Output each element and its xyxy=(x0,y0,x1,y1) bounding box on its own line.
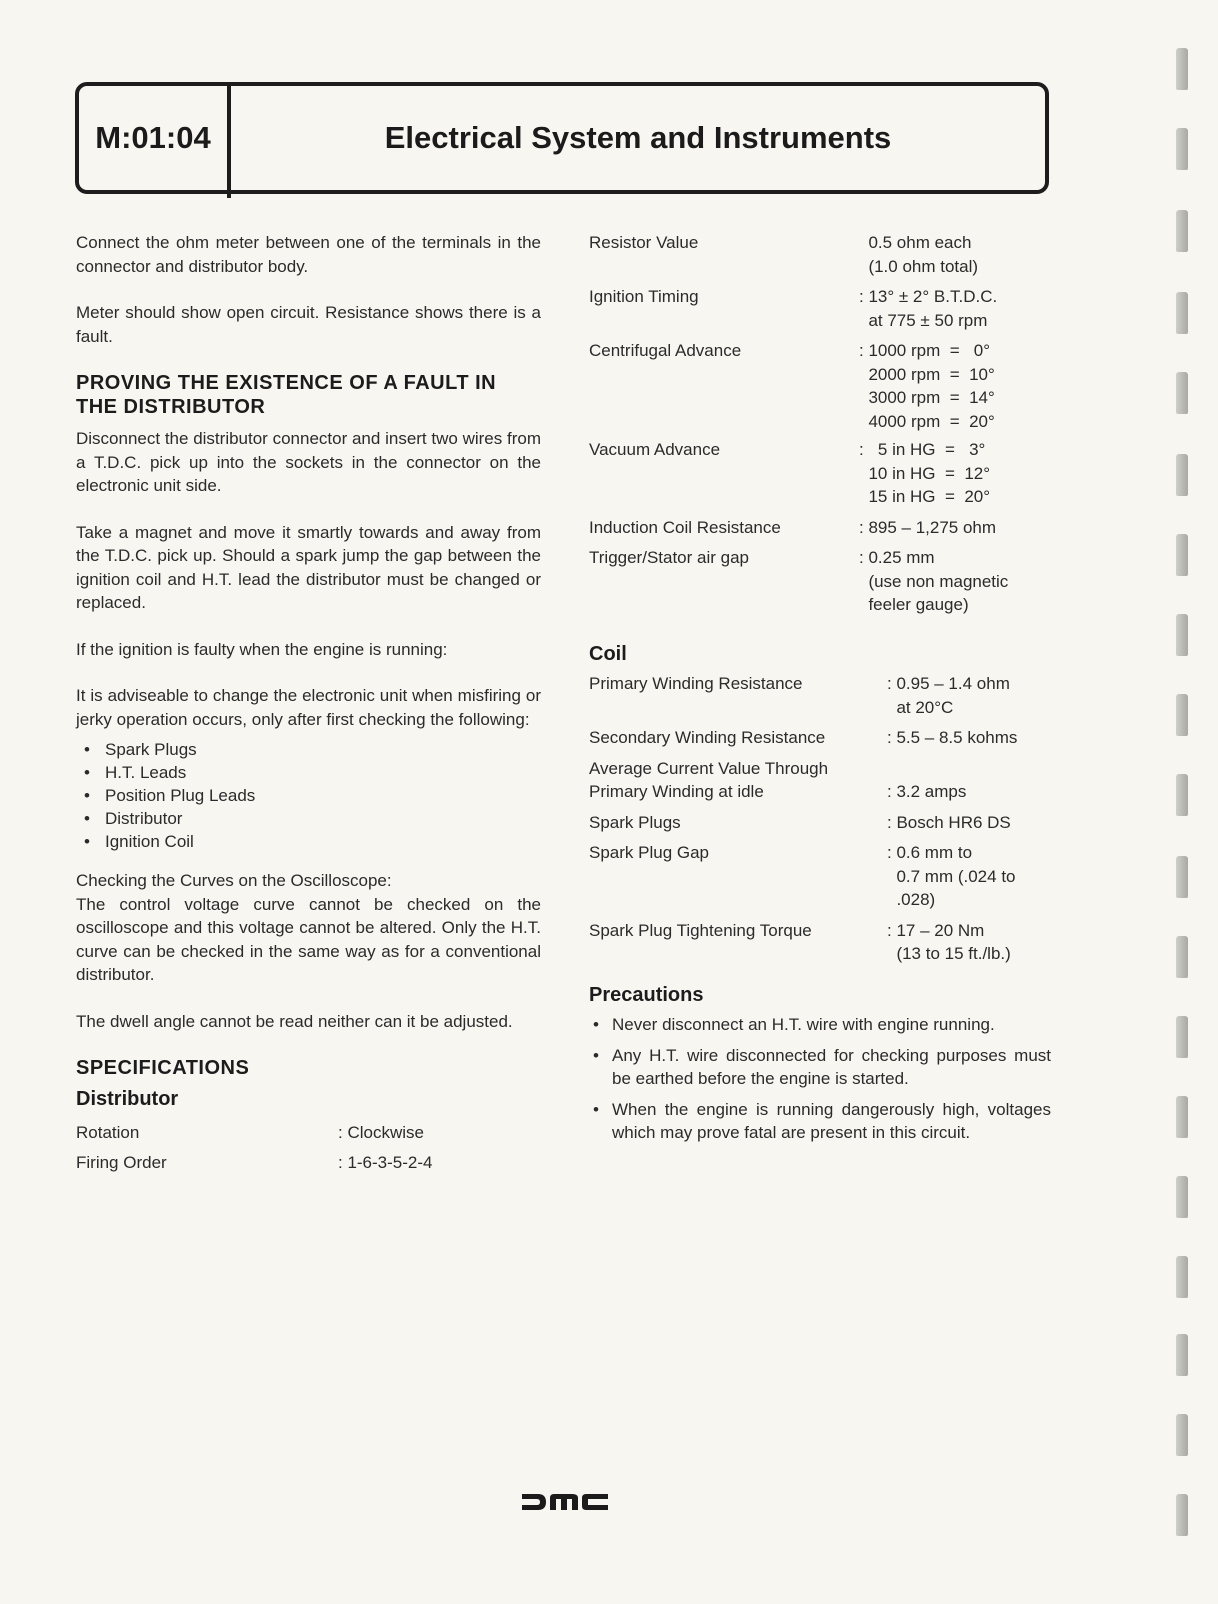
list-item: • When the engine is running dangerously high, voltages which may prove fatal are present in this circuit. xyxy=(589,1098,1051,1145)
spec-label: Spark Plugs xyxy=(589,812,681,832)
paragraph: Disconnect the distributor connector and insert two wires from a T.D.C. pick up into the sockets in the connector on the electronic unit side. xyxy=(76,429,541,495)
paragraph: Take a magnet and move it smartly towards and away from the T.D.C. pick up. Should a spark jump the gap between the ignition coil and H.T. lead the distributor must be changed or replaced. xyxy=(76,522,541,612)
binder-tab xyxy=(1176,694,1188,736)
spec-row xyxy=(76,1148,541,1178)
spec-value: : 17 – 20 Nm (13 to 15 ft./lb.) xyxy=(887,920,1011,963)
spec-label: Centrifugal Advance xyxy=(589,341,742,360)
spec-label: Average Current Value Through xyxy=(589,758,829,778)
binder-tab xyxy=(1176,1414,1188,1456)
oscilloscope-text: The control voltage curve cannot be checked on the oscilloscope and this voltage cannot be altered. Only the H.T. curve can be checked in the same way as for a conventional distributor. xyxy=(76,894,541,984)
spec-label: Ignition Timing xyxy=(589,287,699,306)
page-title: Electrical System and Instruments xyxy=(384,120,892,155)
spec-label: Primary Winding Resistance xyxy=(589,674,803,693)
spec-label: Spark Plug Tightening Torque xyxy=(589,920,812,940)
binder-tab xyxy=(1176,372,1188,414)
binder-tab xyxy=(1176,1256,1188,1298)
binder-tab xyxy=(1176,856,1188,898)
section-code: M:01:04 xyxy=(95,120,211,155)
spec-row xyxy=(589,672,1051,719)
binder-tab xyxy=(1176,292,1188,334)
spec-label: Vacuum Advance xyxy=(589,440,721,459)
paragraph: Connect the ohm meter between one of the terminals in the connector and distributor body. xyxy=(76,233,541,276)
spec-value: : 5.5 – 8.5 kohms xyxy=(887,728,1018,747)
spec-label: Secondary Winding Resistance xyxy=(589,728,826,747)
spec-value: : Bosch HR6 DS xyxy=(887,812,1011,832)
spec-row xyxy=(589,285,1051,332)
spec-value: : 0.25 mm (use non magnetic feeler gauge) xyxy=(859,548,1009,614)
precautions-list xyxy=(589,1013,1051,1145)
paragraph: If the ignition is faulty when the engine is running: xyxy=(76,639,448,659)
spec-row xyxy=(589,811,1051,835)
oscilloscope-heading: Checking the Curves on the Oscilloscope: xyxy=(76,871,392,890)
binder-tab xyxy=(1176,1334,1188,1376)
spec-value: : 13° ± 2° B.T.D.C. at 775 ± 50 rpm xyxy=(859,287,998,330)
spec-row xyxy=(76,1118,541,1148)
binder-tab xyxy=(1176,210,1188,252)
specifications-heading: SPECIFICATIONS xyxy=(76,1057,250,1079)
binder-tab xyxy=(1176,1016,1188,1058)
spec-value: : 0.6 mm to 0.7 mm (.024 to .028) xyxy=(887,843,1016,909)
spec-value: : 895 – 1,275 ohm xyxy=(859,517,997,537)
spec-row xyxy=(589,516,1051,540)
spec-label: Rotation xyxy=(76,1122,140,1142)
spec-value: : Clockwise xyxy=(338,1122,424,1142)
binder-tab xyxy=(1176,48,1188,90)
spec-label: Induction Coil Resistance xyxy=(589,517,781,537)
precautions-heading: Precautions xyxy=(589,983,704,1006)
binder-tab xyxy=(1176,1494,1188,1536)
spec-row xyxy=(589,438,1051,509)
dmc-logo xyxy=(520,1490,610,1514)
binder-tab xyxy=(1176,614,1188,656)
binder-tabs xyxy=(1176,0,1196,1604)
list-item: • Any H.T. wire disconnected for checking purposes must be earthed before the engine is started. xyxy=(589,1044,1051,1091)
spec-value: 0.5 ohm each (1.0 ohm total) xyxy=(868,233,979,276)
list-item: • Spark Plugs xyxy=(84,738,541,761)
binder-tab xyxy=(1176,534,1188,576)
section-heading: PROVING THE EXISTENCE OF A FAULT IN THE DISTRIBUTOR xyxy=(76,372,497,418)
spec-label: Spark Plug Gap xyxy=(589,843,710,862)
spec-row xyxy=(589,231,1051,278)
list-item: • Ignition Coil xyxy=(84,830,541,853)
paragraph: The dwell angle cannot be read neither can it be adjusted. xyxy=(76,1011,513,1031)
check-list xyxy=(76,738,541,853)
binder-tab xyxy=(1176,1176,1188,1218)
right-column xyxy=(589,231,1051,1152)
list-item: • H.T. Leads xyxy=(84,761,541,784)
list-item: • Never disconnect an H.T. wire with engine running. xyxy=(589,1013,1051,1037)
spec-row xyxy=(589,546,1051,617)
spec-row xyxy=(589,841,1051,912)
spec-value: : 1000 rpm = 0° 2000 rpm = 10° 3000 rpm = 14° 4000 rpm = 20° xyxy=(859,341,995,431)
distributor-heading: Distributor xyxy=(76,1088,179,1110)
spec-label: Primary Winding at idle xyxy=(589,782,764,801)
spec-row xyxy=(589,726,1051,750)
spec-row xyxy=(589,339,1051,433)
paragraph xyxy=(76,869,541,987)
list-item: • Distributor xyxy=(84,807,541,830)
spec-label: Trigger/Stator air gap xyxy=(589,548,749,567)
spec-label: Resistor Value xyxy=(589,233,699,252)
binder-tab xyxy=(1176,454,1188,496)
spec-row xyxy=(589,780,1051,804)
binder-tab xyxy=(1176,1096,1188,1138)
spec-label: Firing Order xyxy=(76,1152,167,1172)
spec-value: : 3.2 amps xyxy=(887,782,967,801)
spec-value: : 0.95 – 1.4 ohm at 20°C xyxy=(887,674,1010,717)
binder-tab xyxy=(1176,774,1188,816)
list-item: • Position Plug Leads xyxy=(84,784,541,807)
spec-value: : 1-6-3-5-2-4 xyxy=(338,1152,433,1172)
paragraph: It is adviseable to change the electronic unit when misfiring or jerky operation occurs, only after first checking the following: xyxy=(76,686,541,729)
left-column xyxy=(76,231,541,1178)
spec-row xyxy=(589,919,1051,966)
spec-value: : 5 in HG = 3° 10 in HG = 12° 15 in HG = 20° xyxy=(859,440,991,506)
binder-tab xyxy=(1176,128,1188,170)
paragraph: Meter should show open circuit. Resistance shows there is a fault. xyxy=(76,303,541,346)
coil-heading: Coil xyxy=(589,642,627,665)
header-box xyxy=(75,82,1049,194)
binder-tab xyxy=(1176,936,1188,978)
